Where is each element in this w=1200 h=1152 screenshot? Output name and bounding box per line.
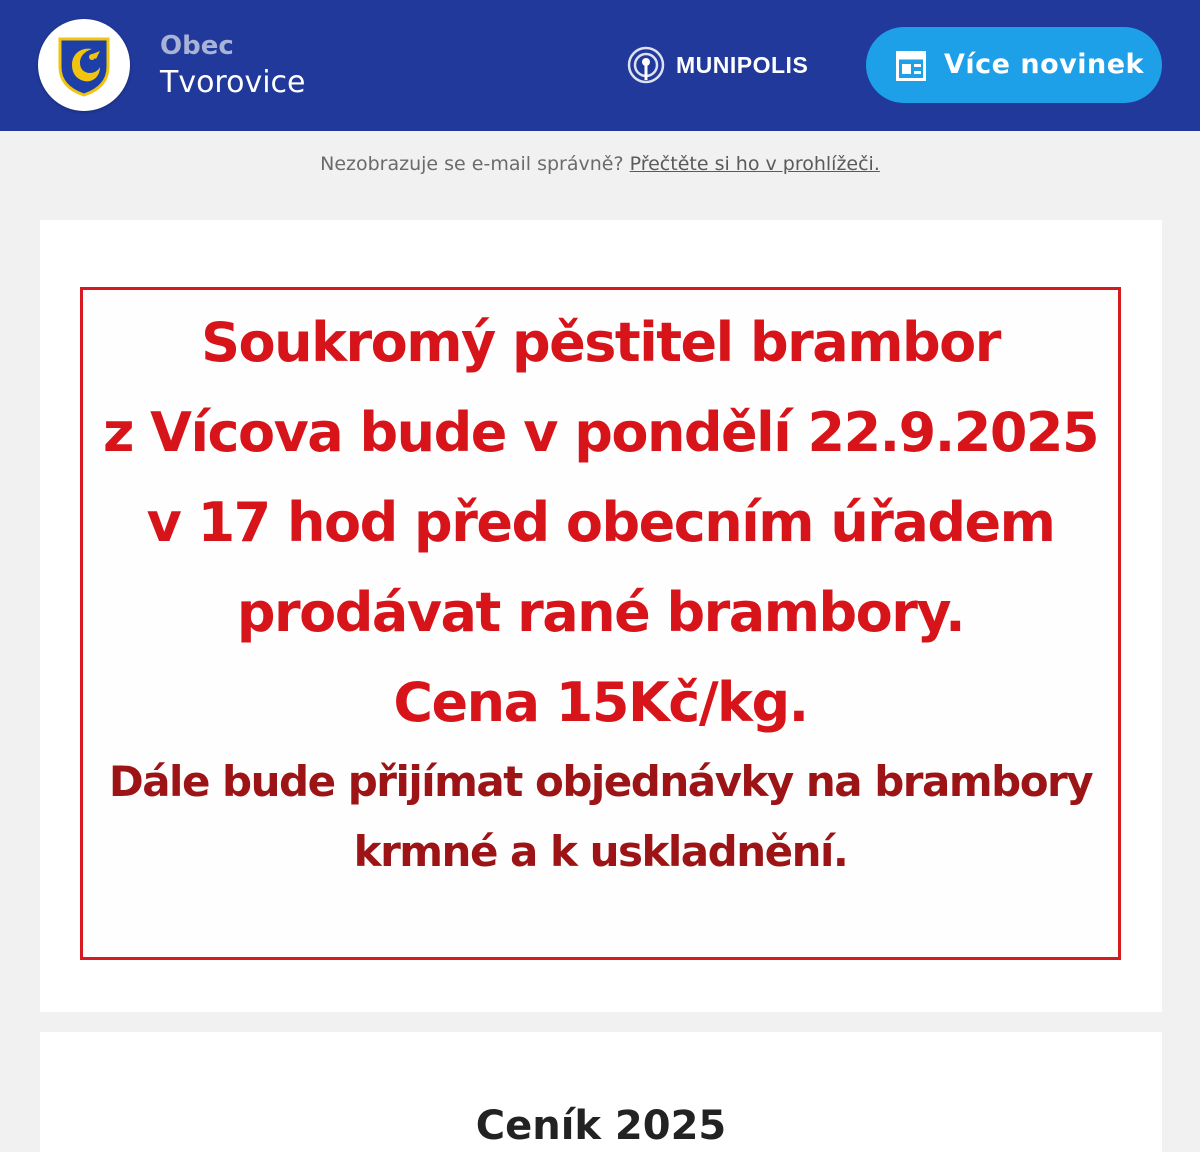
notice-line: z Vícova bude v pondělí 22.9.2025: [102, 401, 1099, 464]
notice-line: Dále bude přijímat objednávky na brambory: [108, 757, 1093, 806]
munipolis-brand[interactable]: [626, 45, 808, 85]
town-name[interactable]: Tvorovice: [160, 65, 306, 100]
notice-line: prodávat rané brambory.: [236, 581, 965, 644]
notice-line: Soukromý pěstitel brambor: [201, 311, 1000, 374]
coat-of-arms-icon: [56, 35, 112, 97]
newspaper-icon: [896, 51, 926, 81]
news-card: [40, 220, 1162, 1012]
broadcast-icon: [626, 45, 666, 85]
news-card: [40, 1032, 1162, 1152]
notice-line: krmné a k uskladnění.: [353, 827, 848, 876]
browser-notice-text: Nezobrazuje se e-mail správně?: [320, 153, 624, 175]
view-in-browser-link[interactable]: Přečtěte si ho v prohlížeči.: [629, 153, 880, 175]
card-title: Ceník 2025: [475, 1103, 727, 1149]
more-news-label: Více novinek: [944, 49, 1144, 80]
notice-image[interactable]: [80, 287, 1121, 960]
browser-notice: [0, 150, 1200, 178]
notice-price: Cena 15Kč/kg.: [393, 671, 808, 734]
header-bar: [0, 0, 1200, 131]
more-news-button[interactable]: [866, 27, 1162, 103]
municipality-logo[interactable]: [38, 19, 130, 111]
notice-line: v 17 hod před obecním úřadem: [146, 491, 1055, 554]
munipolis-label: MUNIPOLIS: [676, 51, 809, 78]
obec-label: Obec: [160, 31, 234, 61]
